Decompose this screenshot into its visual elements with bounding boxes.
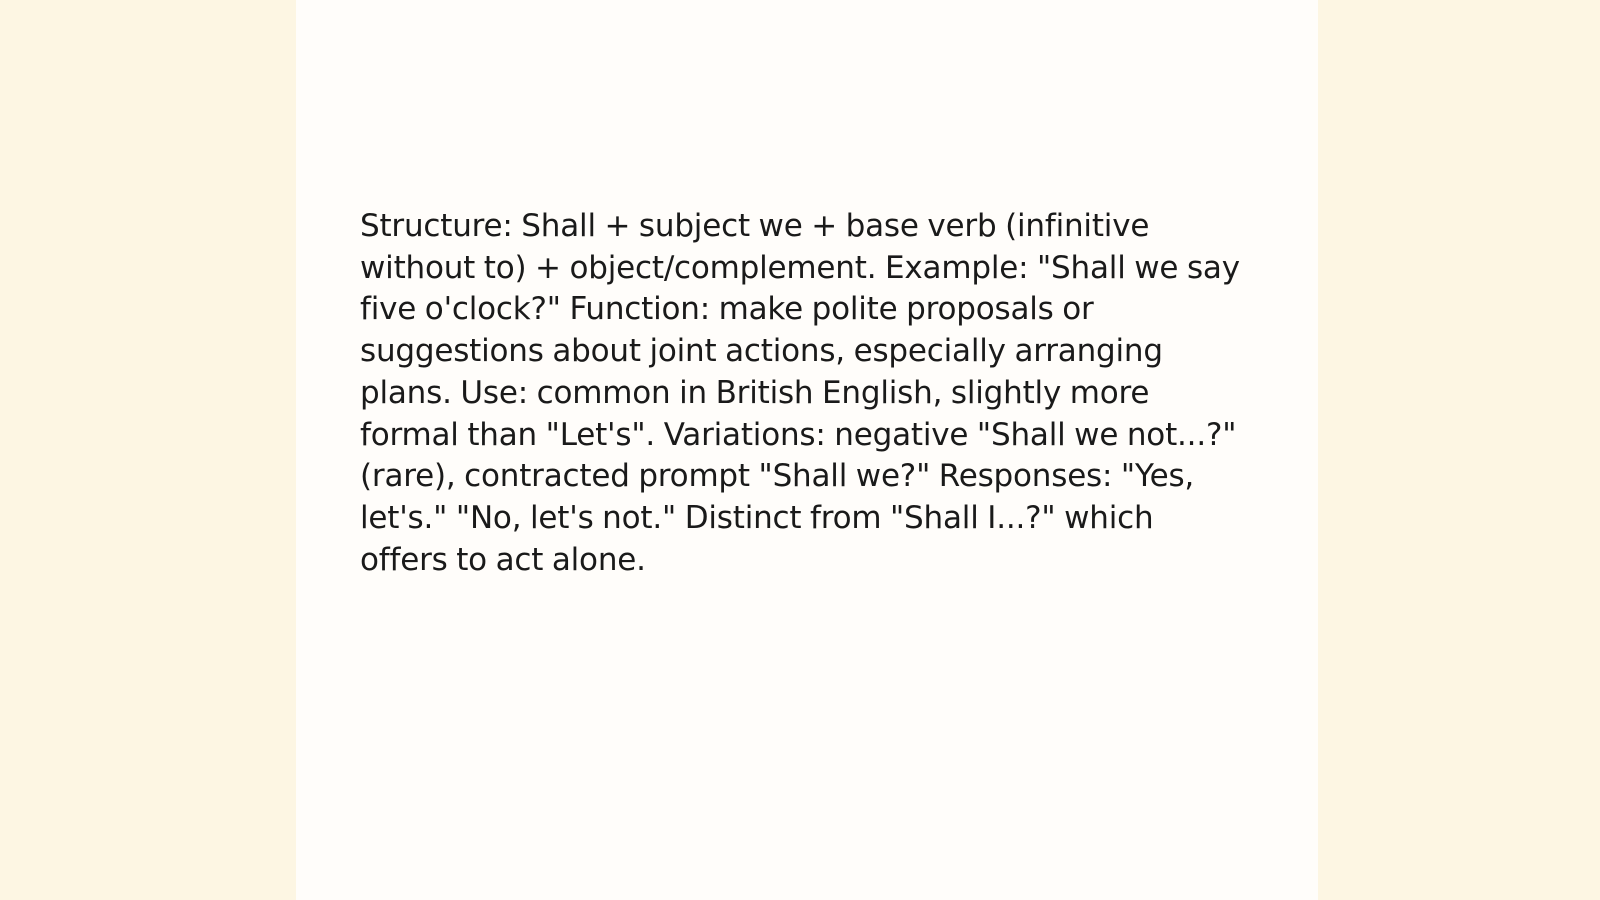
flashcard-text: Structure: Shall + subject we + base verb (infinitive without to) + object/complement. Example: "Shall we say five o'clock?" Function: make polite proposals or suggestions about joint actions, especially arranging plans. Use: common in British English, slightly more formal than "Let's". Variations: negative "Shall we not...?" (rare), contracted prompt "Shall we?" Responses: "Yes, let's." "No, let's not." Distinct from "Shall I...?" which offers to act alone.	[360, 208, 1240, 578]
flashcard	[296, 0, 1318, 900]
